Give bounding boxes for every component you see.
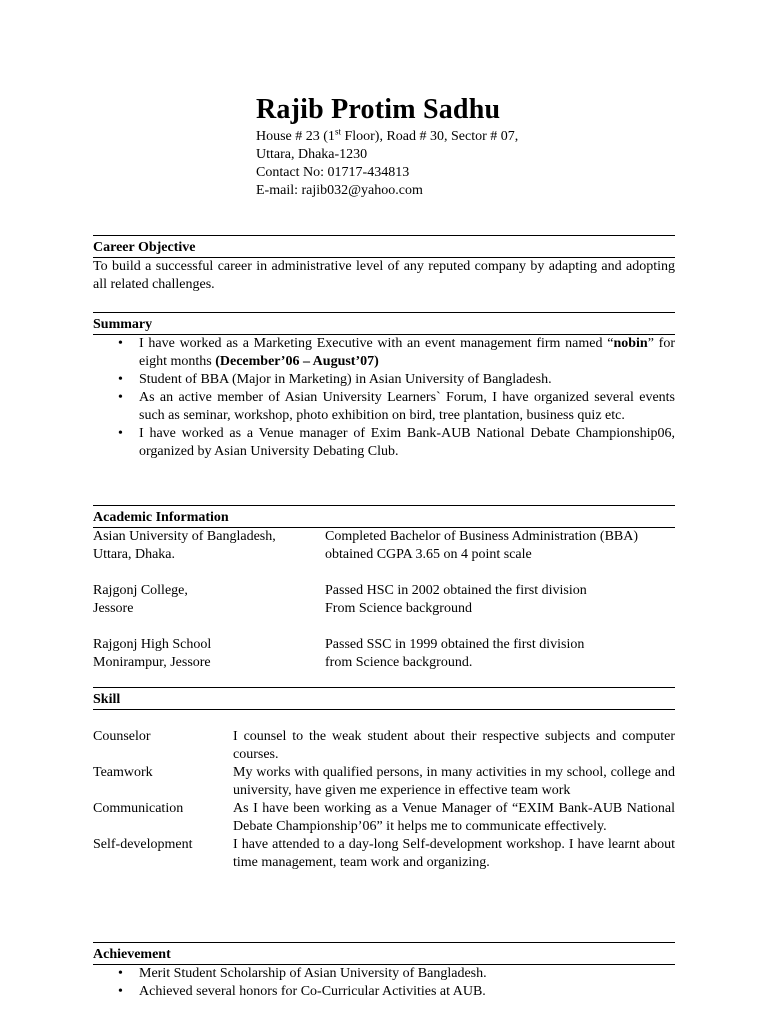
skill-description: I counsel to the weak student about their respective subjects and computer courses. — [233, 729, 675, 762]
firm-name: nobin — [613, 336, 648, 351]
list-item — [93, 335, 675, 371]
summary-section — [93, 312, 675, 461]
spacer — [93, 618, 675, 636]
address-line-1-end: Floor), Road # 30, Sector # 07, — [340, 129, 519, 144]
employment-period: (December’06 – August’07) — [215, 354, 379, 369]
qualification-result: from Science background. — [325, 655, 473, 670]
bullet-icon: • — [118, 390, 123, 405]
institution-name: Rajgonj High School — [93, 637, 212, 652]
achievement-item-2-text: Achieved several honors for Co-Curricular Activities at AUB. — [139, 984, 486, 999]
academic-entry — [93, 528, 675, 564]
skill-description: As I have been working as a Venue Manager of “EXIM Bank-AUB National Debate Championship’06” it helps me to communicate effectively. — [233, 801, 675, 834]
institution-location: Monirampur, Jessore — [93, 655, 211, 670]
skill-row — [93, 836, 675, 872]
qualification-detail: Passed HSC in 2002 obtained the first division — [325, 583, 587, 598]
skill-name: Communication — [93, 801, 184, 816]
email-address: E-mail: rajib032@yahoo.com — [256, 183, 423, 198]
qualification-detail: Completed Bachelor of Business Administration (BBA) — [325, 529, 639, 544]
bullet-icon: • — [118, 372, 123, 387]
skill-name: Teamwork — [93, 765, 153, 780]
address-line-1-start: House # 23 (1 — [256, 129, 335, 144]
skill-divider — [93, 709, 675, 728]
academic-entry — [93, 636, 675, 672]
achievement-item-1-text: Merit Student Scholarship of Asian University of Bangladesh. — [139, 966, 487, 981]
skill-description: My works with qualified persons, in many activities in my school, college and university, have given me experience in effective team work — [233, 765, 675, 798]
summary-item-1-text-2: ” for eight months — [139, 336, 675, 369]
skill-row — [93, 800, 675, 836]
contact-number: Contact No: 01717-434813 — [256, 165, 410, 180]
summary-list — [93, 335, 675, 461]
institution-location: Uttara, Dhaka. — [93, 547, 176, 562]
resume-header — [256, 94, 518, 200]
summary-item-3-text: As an active member of Asian University Learners` Forum, I have organized several events such as seminar, workshop, photo exhibition on bird, tree plantation, business quiz etc. — [139, 390, 675, 423]
bullet-icon: • — [118, 966, 123, 981]
list-item — [93, 371, 675, 389]
institution-location: Jessore — [93, 601, 134, 616]
career-objective-section — [93, 235, 675, 294]
list-item — [93, 983, 675, 1001]
achievement-title: Achievement — [93, 942, 675, 965]
achievement-section — [93, 942, 675, 1001]
spacer — [93, 564, 675, 582]
career-objective-text: To build a successful career in administrative level of any reputed company by adapting and adopting all related challenges. — [93, 259, 675, 292]
summary-title: Summary — [93, 312, 675, 335]
bullet-icon: • — [118, 426, 123, 441]
academic-entry — [93, 582, 675, 618]
skill-row — [93, 728, 675, 764]
address-line-1 — [256, 128, 518, 146]
skill-row — [93, 764, 675, 800]
list-item — [93, 425, 675, 461]
skill-title: Skill — [93, 687, 675, 709]
career-objective-title: Career Objective — [93, 235, 675, 258]
institution-name: Asian University of Bangladesh, — [93, 529, 276, 544]
list-item — [93, 389, 675, 425]
candidate-name: Rajib Protim Sadhu — [256, 94, 501, 125]
address-superscript: st — [334, 126, 341, 137]
qualification-detail: Passed SSC in 1999 obtained the first division — [325, 637, 585, 652]
academic-title: Academic Information — [93, 505, 675, 528]
summary-item-2-text: Student of BBA (Major in Marketing) in Asian University of Bangladesh. — [139, 372, 552, 387]
summary-item-1-text: I have worked as a Marketing Executive with an event management firm named “ — [139, 336, 614, 351]
skill-name: Self-development — [93, 837, 193, 852]
skill-name: Counselor — [93, 729, 151, 744]
bullet-icon: • — [118, 984, 123, 999]
achievement-list — [93, 965, 675, 1001]
list-item — [93, 965, 675, 983]
address-line-2: Uttara, Dhaka-1230 — [256, 147, 368, 162]
qualification-result: obtained CGPA 3.65 on 4 point scale — [325, 547, 532, 562]
skill-description: I have attended to a day-long Self-development workshop. I have learnt about time management, team work and organizing. — [233, 837, 675, 870]
qualification-result: From Science background — [325, 601, 472, 616]
summary-item-4-text: I have worked as a Venue manager of Exim Bank-AUB National Debate Championship06, organized by Asian University Debating Club. — [139, 426, 675, 459]
skill-section — [93, 687, 675, 872]
institution-name: Rajgonj College, — [93, 583, 188, 598]
academic-section — [93, 505, 675, 672]
bullet-icon: • — [118, 336, 123, 351]
